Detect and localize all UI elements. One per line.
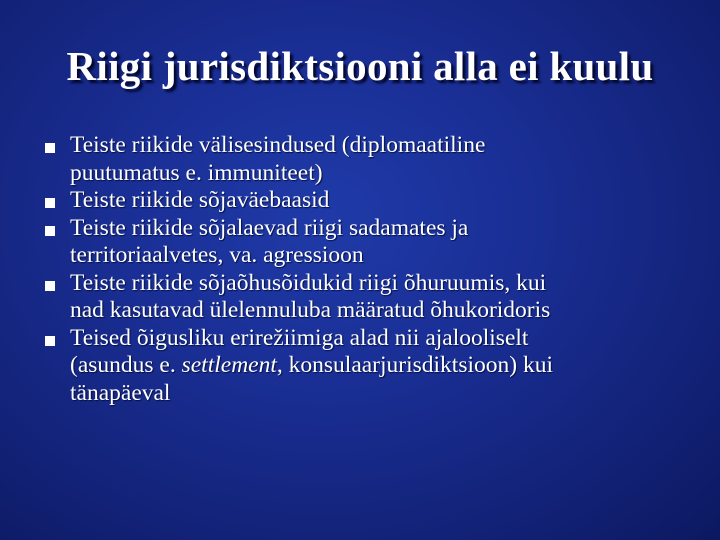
square-bullet-icon <box>45 226 55 236</box>
bullet-item <box>42 325 682 408</box>
square-bullet-icon <box>45 198 55 208</box>
square-bullet-icon <box>45 281 55 291</box>
bullet-text-suffix: , konsulaarjurisdiktsioon) kui <box>276 352 553 378</box>
bullet-line: Teiste riikide sõjaväebaasid <box>70 187 330 213</box>
bullet-line: Teiste riikide välisesindused (diplomaatiline <box>70 132 486 158</box>
square-bullet-icon <box>45 143 55 153</box>
bullet-line: nad kasutavad ülelennuluba määratud õhukoridoris <box>70 297 551 323</box>
bullet-line <box>70 352 682 380</box>
bullet-line: puutumatus e. immuniteet) <box>70 159 323 186</box>
bullet-text-prefix: (asundus e. <box>70 352 182 378</box>
square-bullet-icon <box>45 336 55 346</box>
bullet-line: Teised õigusliku erirežiimiga alad nii ajalooliselt <box>70 324 529 351</box>
bullet-line: territoriaalvetes, va. agressioon <box>70 242 364 268</box>
bullet-item <box>42 187 682 215</box>
bullet-item <box>42 270 682 325</box>
bullet-line: Teiste riikide sõjaõhusõidukid riigi õhuruumis, kui <box>70 269 547 296</box>
bullet-list <box>42 132 682 407</box>
bullet-item <box>42 215 682 270</box>
bullet-line: Teiste riikide sõjalaevad riigi sadamates ja <box>70 214 469 241</box>
bullet-line: tänapäeval <box>70 379 171 406</box>
bullet-item <box>42 132 682 187</box>
italic-term: settlement <box>181 352 277 378</box>
slide-title: Riigi jurisdiktsiooni alla ei kuulu <box>66 43 654 89</box>
